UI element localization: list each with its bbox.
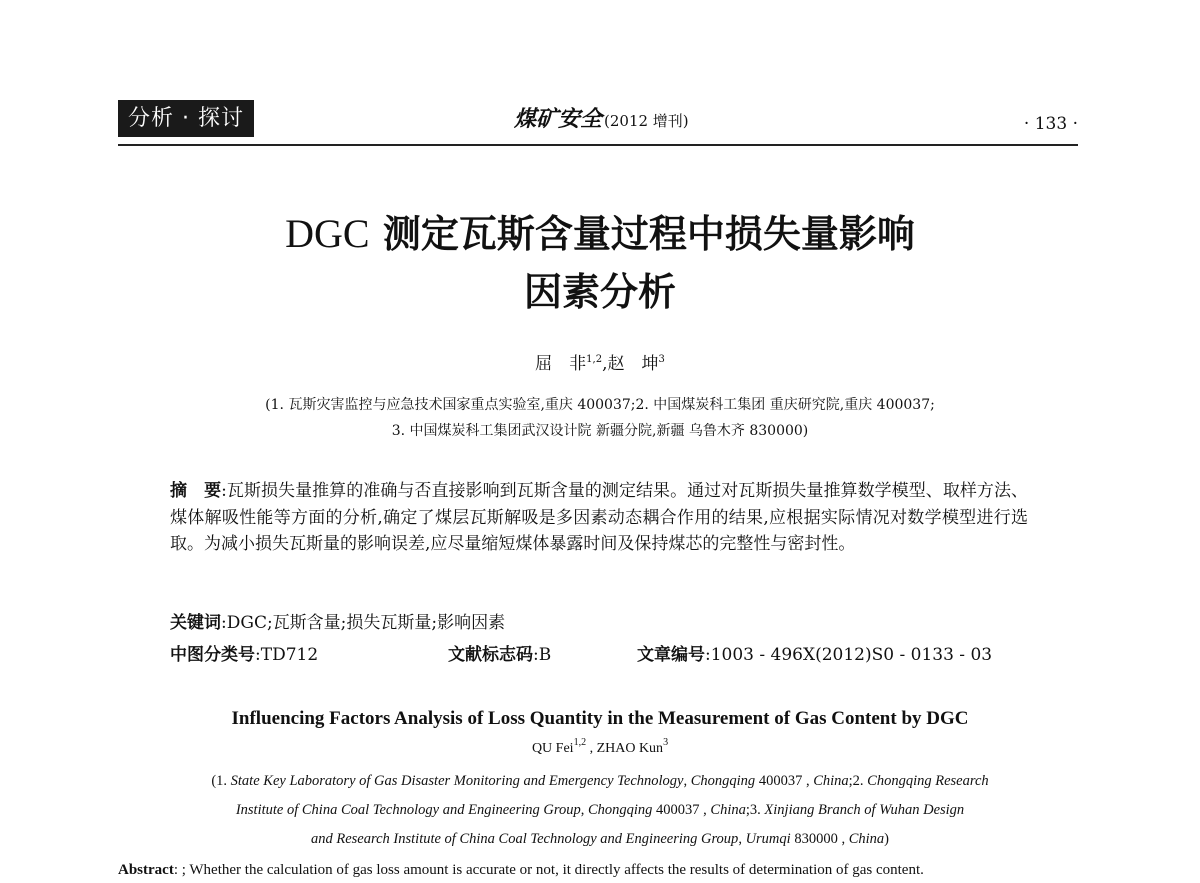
en-aff-text: ;3. [745,802,765,818]
article-number-label: 文章编号 [637,645,705,665]
en-aff-text: 400037 , [652,802,711,818]
cn-author-1: 屈 非 [535,354,587,374]
cn-keywords-label: 关键词 [170,613,221,633]
cn-title-line-1 [0,205,1200,263]
en-author-2: ZHAO Kun [596,741,664,756]
en-aff-text: , [580,802,588,818]
cn-abstract-label: 摘 要 [170,481,222,501]
cn-keywords-text: :DGC;瓦斯含量;损失瓦斯量;影响因素 [221,613,506,633]
cn-affiliations [0,392,1200,444]
en-aff-text: China [848,831,885,847]
clc-value: :TD712 [255,645,319,665]
en-aff-text: (1. [211,773,231,789]
cn-author-2-affil: 3 [658,354,665,365]
header-rule [118,144,1078,146]
en-aff-text: Chongqing [690,773,756,789]
en-author-2-affil: 3 [663,737,669,748]
cn-title-latin: DGC [285,211,370,256]
en-aff-text: Chongqing [587,802,653,818]
en-abstract [118,858,1082,882]
en-aff-text: , [683,773,691,789]
en-aff-text: Institute of China Coal Technology and Engineering Group [235,802,581,818]
journal-issue: (2012 增刊) [604,112,689,130]
page-number: · 133 · [1023,114,1078,134]
en-authors [0,738,1200,760]
en-aff-text: Chongqing Research [867,773,989,789]
en-aff-text: Urumqi [745,831,791,847]
en-aff-text: State Key Laboratory of Gas Disaster Monitoring and Emergency Technology [230,773,684,789]
cn-title [0,205,1200,321]
document-code-label: 文献标志码 [448,645,533,665]
en-aff-text: 830000 , [790,831,849,847]
en-affiliations [118,767,1082,854]
en-author-1: QU Fei [531,741,574,756]
en-author-1-affil: 1,2 [573,737,587,748]
document-code-value: :B [533,645,552,665]
cn-title-text-1: 测定瓦斯含量过程中损失量影响 [369,212,915,256]
en-aff-text: , [738,831,746,847]
clc-label: 中图分类号 [170,645,255,665]
en-aff-text: and Research Institute of China Coal Technology and Engineering Group [311,831,739,847]
en-affiliation-line-3 [118,825,1082,854]
en-abstract-text: : ; Whether the calculation of gas loss amount is accurate or not, it directly affects the results of determination of gas content. [173,862,924,878]
cn-keywords [170,610,505,636]
en-aff-text: 400037 , [755,773,814,789]
article-number [637,642,992,668]
cn-author-2: 赵 坤 [607,354,659,374]
en-aff-text: China [813,773,849,789]
cn-affiliation-line-1: (1. 瓦斯灾害监控与应急技术国家重点实验室,重庆 400037;2. 中国煤炭科工集团 重庆研究院,重庆 400037; [265,397,935,413]
article-number-value: :1003 - 496X(2012)S0 - 0133 - 03 [705,645,993,665]
cn-authors [0,352,1200,376]
en-title: Influencing Factors Analysis of Loss Quantity in the Measurement of Gas Content by DGC [231,708,969,729]
en-aff-text: China [710,802,746,818]
en-affiliation-line-1 [118,767,1082,796]
cn-affiliation-line-2: 3. 中国煤炭科工集团武汉设计院 新疆分院,新疆 乌鲁木齐 830000) [391,423,809,439]
en-aff-text: ) [884,831,889,847]
cn-author-separator: , [602,354,608,374]
cn-abstract [170,478,1028,558]
cn-title-line-2: 因素分析 [523,270,676,314]
en-affiliation-line-2 [118,796,1082,825]
cn-abstract-text: :瓦斯损失量推算的准确与否直接影响到瓦斯含量的测定结果。通过对瓦斯损失量推算数学模型、取样方法、煤体解吸性能等方面的分析,确定了煤层瓦斯解吸是多因素动态耦合作用的结果,应根据实际情况对数学模型进行选取。为减小损失瓦斯量的影响误差,应尽量缩短煤体暴露时间及保持煤芯的完整性与密封性。 [170,481,1028,554]
en-aff-text: Xinjiang Branch of Wuhan Design [764,802,965,818]
document-code [448,642,551,668]
en-author-separator: , [586,741,597,756]
journal-header [514,104,689,136]
clc-number [170,642,318,668]
en-abstract-label: Abstract [118,862,174,878]
journal-name: 煤矿安全 [514,106,603,132]
cn-author-1-affil: 1,2 [586,354,603,365]
section-tag: 分析 · 探讨 [118,100,254,137]
en-aff-text: ;2. [848,773,868,789]
